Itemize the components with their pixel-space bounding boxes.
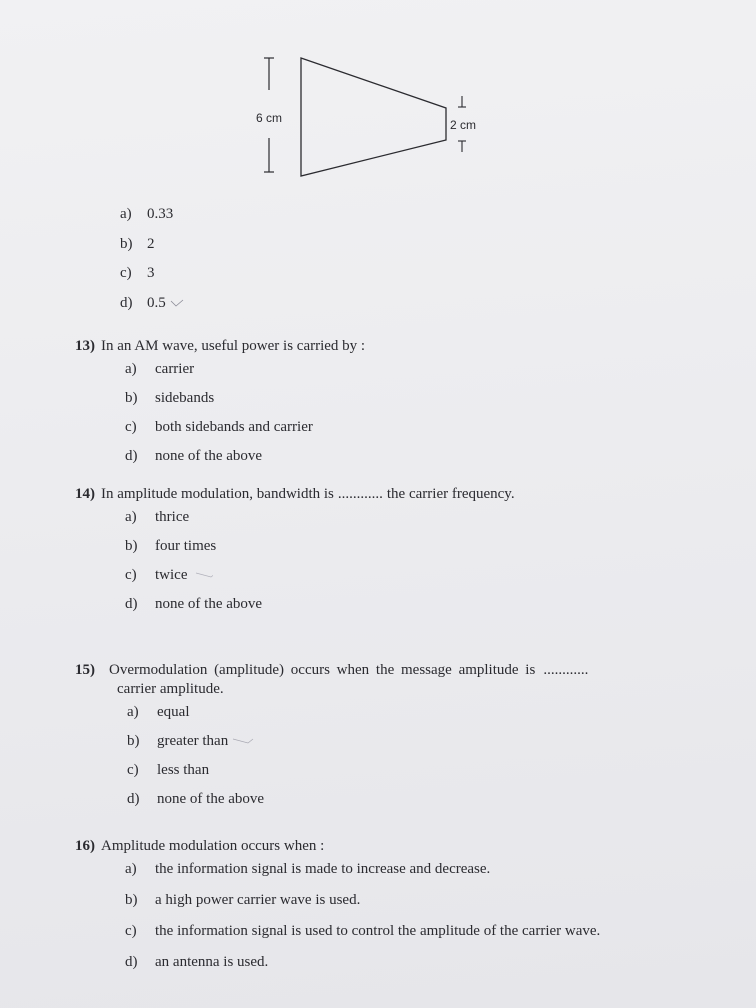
q14-option-b: b) four times — [125, 538, 217, 554]
q14-options — [125, 509, 515, 625]
q15-option-b: b) greater than — [127, 733, 588, 762]
question-14 — [75, 486, 515, 625]
trapezoid-diagram — [240, 40, 500, 190]
q12-option-d: d) 0.5 — [120, 295, 184, 325]
q16-option-a: a) the information signal is made to increase and decrease. — [125, 861, 491, 877]
right-dimension-label: 2 cm — [450, 118, 477, 132]
q13-option-d: d) none of the above — [125, 448, 263, 464]
question-number: 13) — [75, 338, 95, 354]
pencil-tick-icon — [191, 571, 213, 579]
q14-option-d: d) none of the above — [125, 596, 263, 612]
q14-option-c: c) twice — [125, 567, 515, 596]
q16-option-b: b) a high power carrier wave is used. — [125, 892, 361, 908]
pencil-tick-icon — [232, 737, 254, 745]
q12-option-c: c) 3 — [120, 265, 155, 281]
q16-option-d: d) an antenna is used. — [125, 954, 269, 970]
answer-blank: ............ — [337, 486, 383, 502]
question-16 — [75, 838, 600, 985]
q13-option-a: a) carrier — [125, 361, 195, 377]
q15-option-c: c) less than — [127, 762, 210, 778]
left-dimension-label: 6 cm — [256, 111, 283, 125]
question-text-line1: Overmodulation (amplitude) occurs when the message amplitude is — [109, 662, 536, 678]
q13-options — [125, 361, 365, 477]
q12-option-a: a) 0.33 — [120, 206, 174, 222]
trapezoid-shape — [301, 58, 446, 176]
q15-option-a: a) equal — [127, 704, 190, 720]
question-text-line2: carrier amplitude. — [117, 681, 224, 697]
q16-options — [125, 861, 600, 985]
pencil-tick-icon — [170, 299, 184, 307]
q15-options — [127, 704, 588, 820]
q15-option-d: d) none of the above — [127, 791, 265, 807]
q12-options — [120, 206, 184, 324]
question-number: 15) — [75, 662, 95, 678]
question-15 — [75, 662, 588, 820]
q13-option-b: b) sidebands — [125, 390, 215, 406]
question-text: Amplitude modulation occurs when : — [101, 838, 325, 854]
question-text-before: In amplitude modulation, bandwidth is — [101, 486, 334, 502]
q12-option-b: b) 2 — [120, 235, 155, 252]
question-number: 14) — [75, 486, 95, 502]
answer-blank: ............ — [543, 662, 589, 678]
q14-option-a: a) thrice — [125, 509, 190, 525]
question-text: In an AM wave, useful power is carried by : — [101, 338, 366, 354]
question-13 — [75, 338, 365, 477]
question-text-after: the carrier frequency. — [386, 486, 515, 502]
question-number: 16) — [75, 838, 95, 854]
q16-option-c: c) the information signal is used to control the amplitude of the carrier wave. — [125, 923, 601, 939]
q13-option-c: c) both sidebands and carrier — [125, 419, 313, 435]
